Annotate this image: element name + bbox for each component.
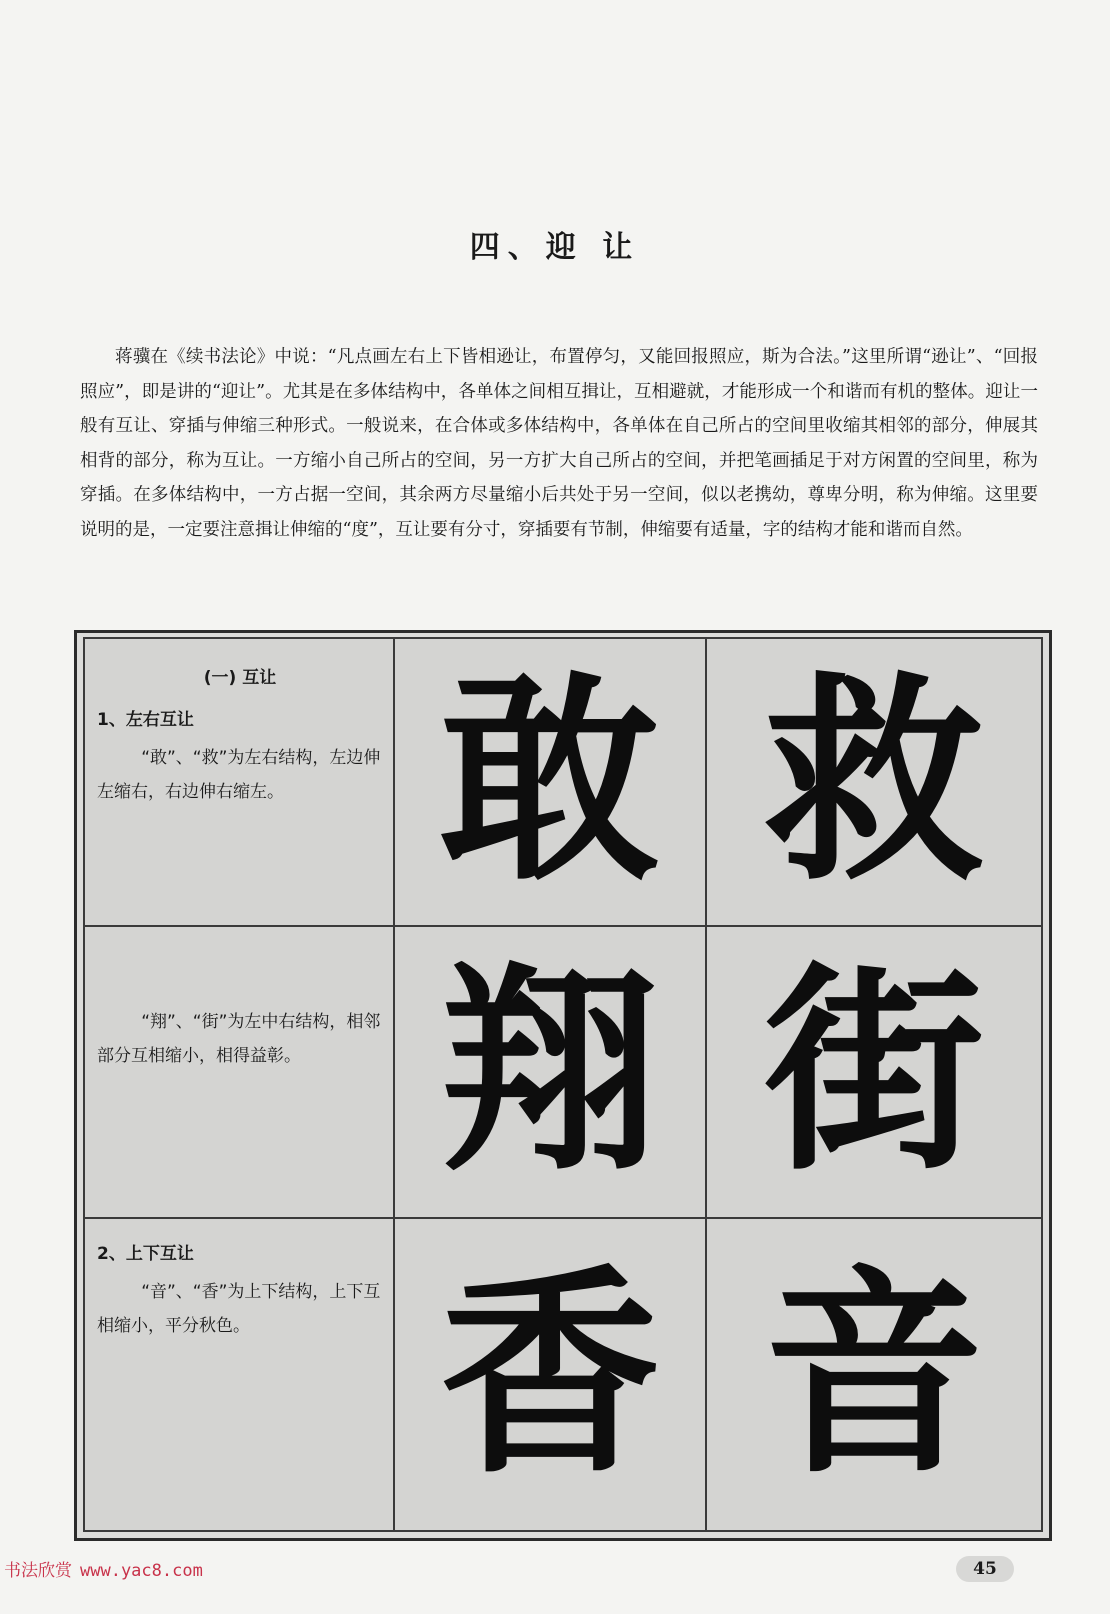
row2-text-cell [85, 927, 395, 1219]
section-heading: (一) 互让 [203, 668, 277, 688]
calligraphy-character: 街 [763, 944, 984, 1200]
calligraphy-character: 翔 [439, 944, 660, 1200]
row-description: “翔”、“街”为左中右结构，相邻部分互相缩小，相得益彰。 [97, 1012, 381, 1066]
character-cell [395, 1219, 707, 1530]
sub-heading: 2、上下互让 [97, 1244, 194, 1264]
character-cell [395, 639, 707, 927]
character-cell [707, 639, 1041, 927]
calligraphy-character: 救 [763, 654, 984, 910]
watermark-site-name: 书法欣赏 [4, 1561, 72, 1581]
sub-heading: 1、左右互让 [97, 710, 194, 730]
page-number: 45 [956, 1556, 1014, 1582]
example-table [74, 630, 1052, 1541]
character-cell [395, 927, 707, 1219]
intro-paragraph: 蒋骥在《续书法论》中说：“凡点画左右上下皆相逊让，布置停匀，又能回报照应，斯为合法。”这里所谓“逊让”、“回报照应”，即是讲的“迎让”。尤其是在多体结构中，各单体之间相互揖让，互相避就，才能形成一个和谐而有机的整体。迎让一般有互让、穿插与伸缩三种形式。一般说来，在合体或多体结构中，各单体在自己所占的空间里收缩其相邻的部分，伸展其相背的部分，称为互让。一方缩小自己所占的空间，另一方扩大自己所占的空间，并把笔画插足于对方闲置的空间里，称为穿插。在多体结构中，一方占据一空间，其余两方尽量缩小后共处于另一空间，似以老携幼，尊卑分明，称为伸缩。这里要说明的是，一定要注意揖让伸缩的“度”，互让要有分寸，穿插要有节制，伸缩要有适量，字的结构才能和谐而自然。 [80, 347, 1038, 540]
character-cell [707, 1219, 1041, 1530]
site-watermark [4, 1556, 203, 1581]
page-title: 四、迎 让 [469, 230, 641, 265]
row3-text-cell [85, 1219, 395, 1530]
calligraphy-character: 香 [439, 1246, 660, 1503]
row-description: “敢”、“救”为左右结构，左边伸左缩右，右边伸右缩左。 [97, 748, 381, 802]
example-grid [83, 637, 1043, 1532]
calligraphy-character: 音 [763, 1246, 984, 1503]
row1-text-cell [85, 639, 395, 927]
row-description: “音”、“香”为上下结构，上下互相缩小，平分秋色。 [97, 1282, 381, 1336]
calligraphy-character: 敢 [439, 654, 660, 910]
watermark-url: www.yac8.com [80, 1561, 203, 1581]
character-cell [707, 927, 1041, 1219]
